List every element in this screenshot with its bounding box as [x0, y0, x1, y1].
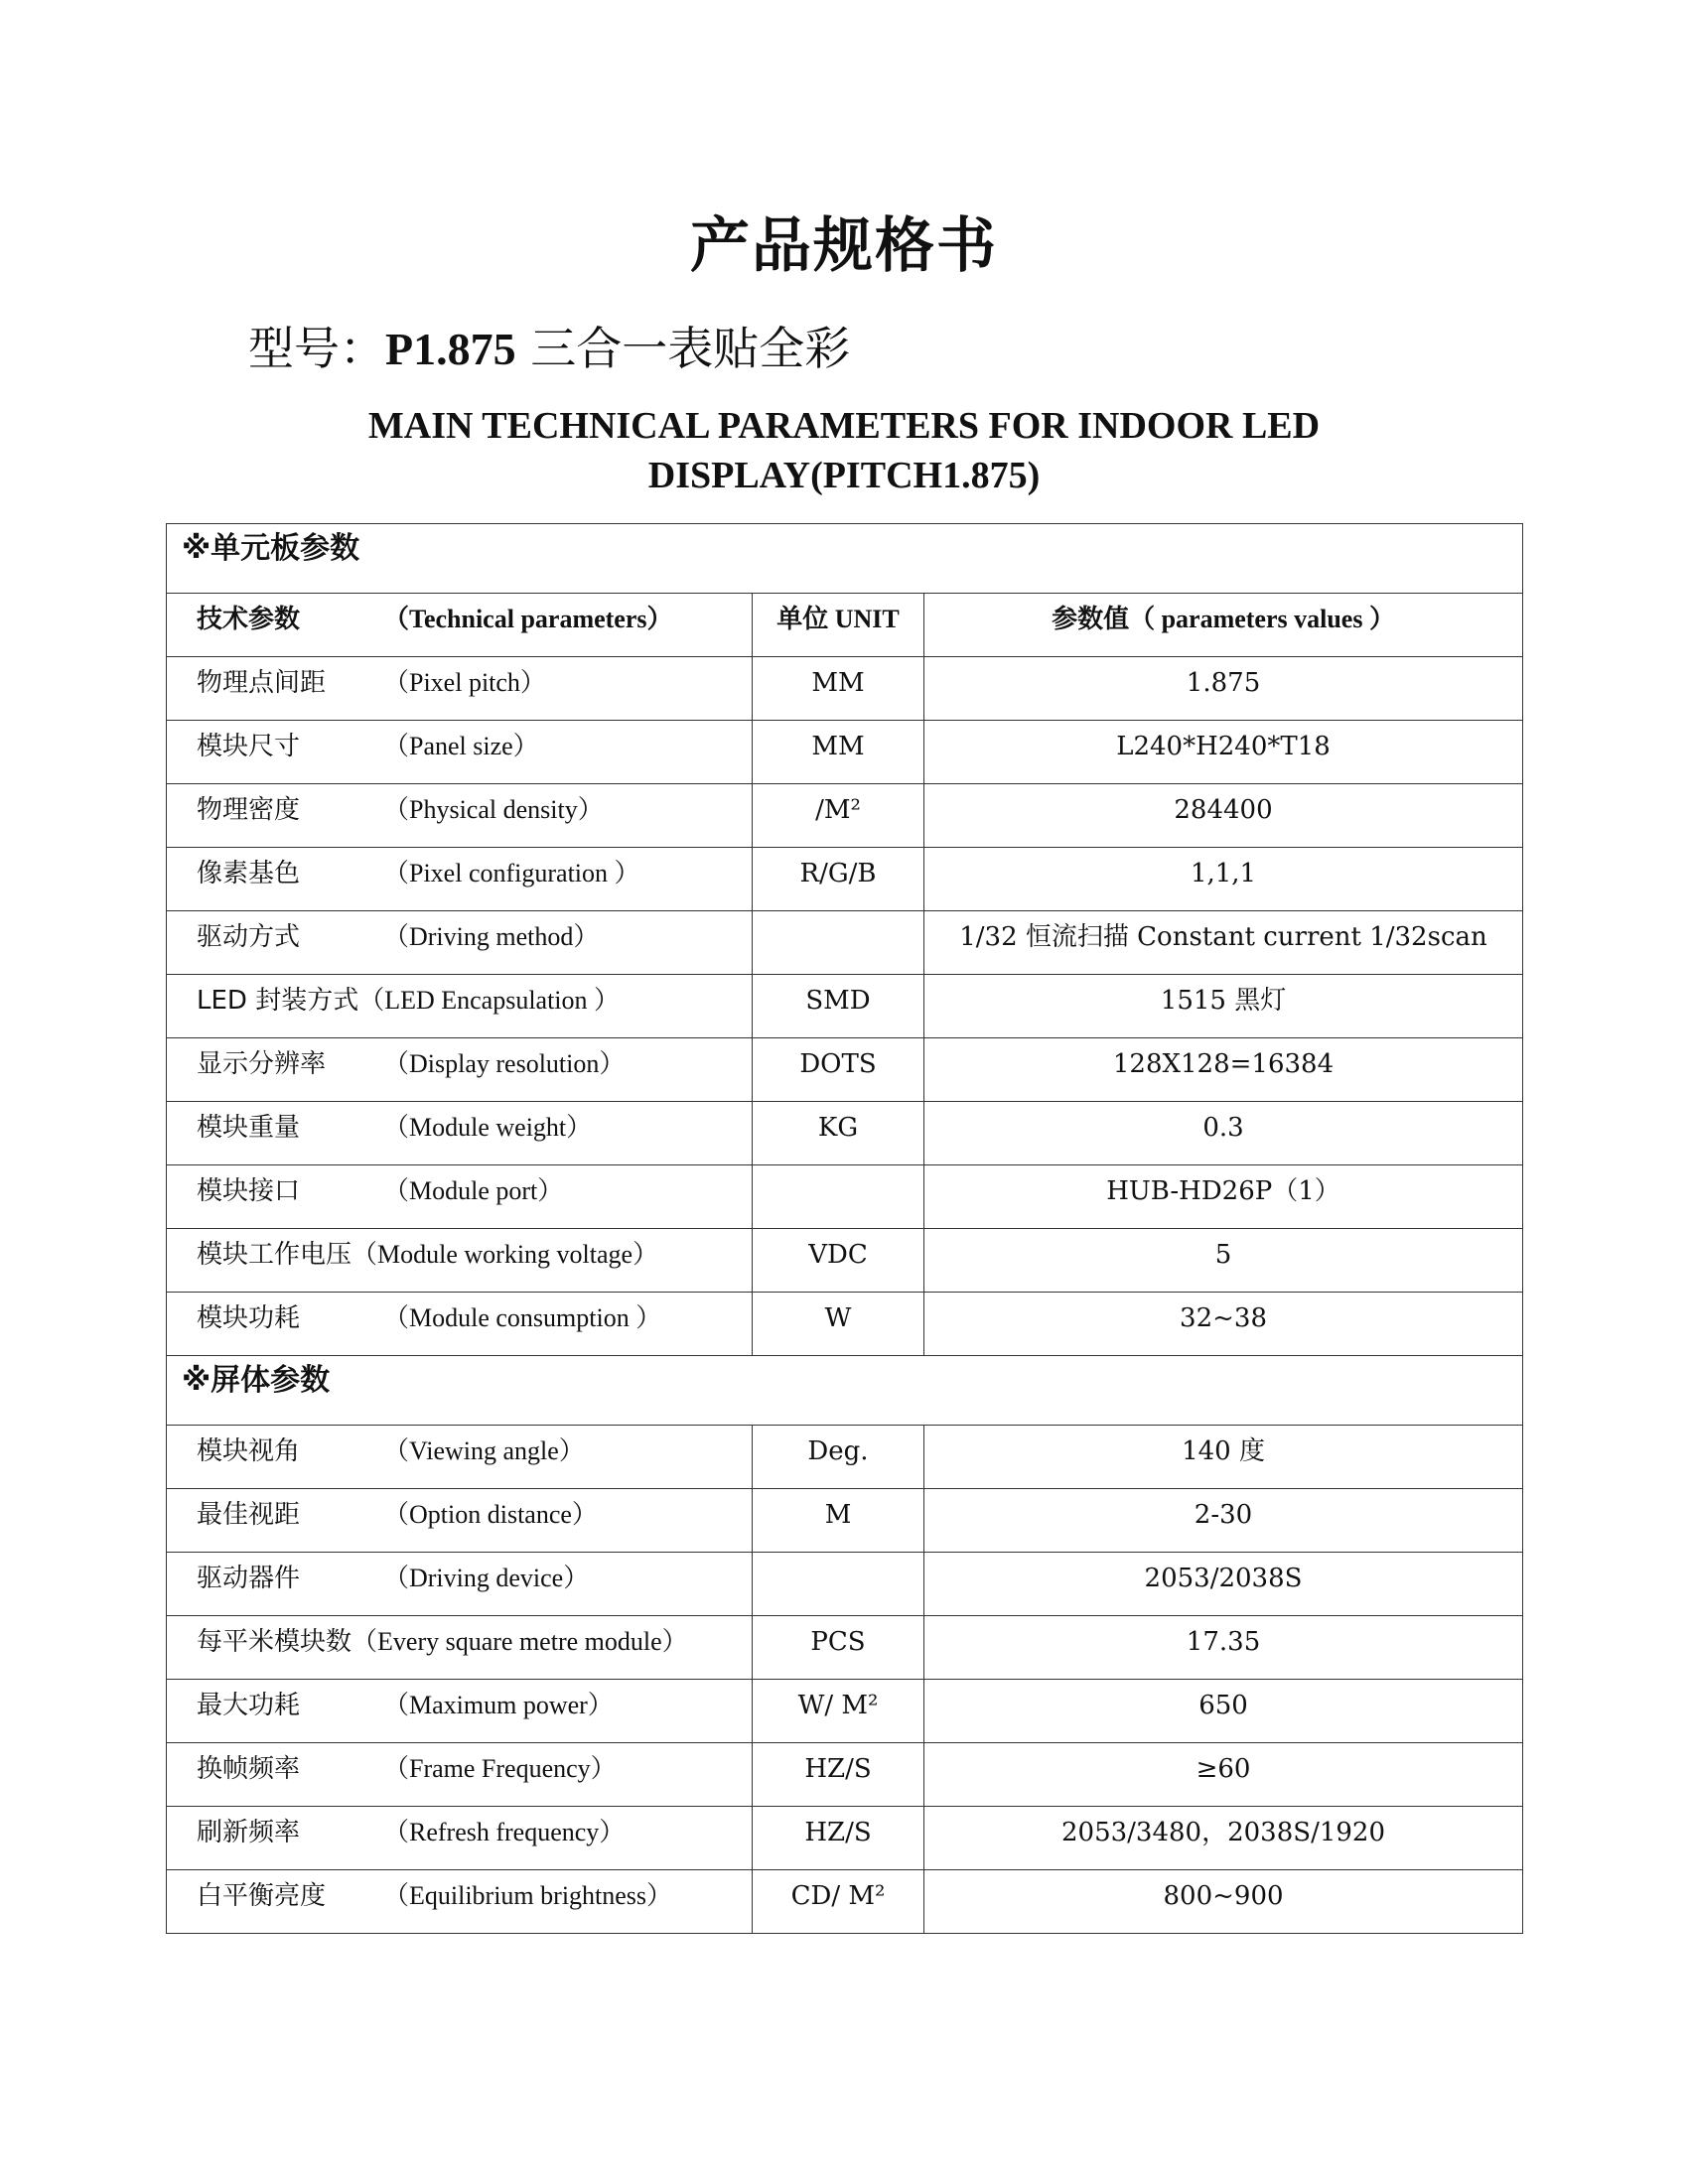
table-row	[167, 1038, 1523, 1102]
param-name-cn: 模块重量	[197, 1113, 301, 1143]
value-cell: 1/32 恒流扫描 Constant current 1/32scan	[924, 911, 1523, 975]
param-cell	[167, 1680, 753, 1743]
param-name-en: （Option distance）	[383, 1500, 598, 1529]
table-row	[167, 721, 1523, 784]
spec-table	[166, 523, 1523, 1934]
param-cell	[167, 1870, 753, 1934]
param-cell	[167, 721, 753, 784]
table-row	[167, 848, 1523, 911]
param-name-en: （Viewing angle）	[383, 1436, 585, 1465]
param-cell	[167, 1807, 753, 1870]
header-parameter	[167, 594, 753, 657]
table-row	[167, 1870, 1523, 1934]
param-cell	[167, 1426, 753, 1489]
param-cell	[167, 1616, 753, 1680]
param-name-en: （Frame Frequency）	[383, 1754, 617, 1783]
param-name-en: （Refresh frequency）	[383, 1818, 626, 1846]
unit-cell: VDC	[753, 1229, 924, 1293]
value-cell: 1515 黑灯	[924, 975, 1523, 1038]
value-cell: 2053/2038S	[924, 1553, 1523, 1616]
document-title: 产品规格书	[690, 211, 998, 281]
param-name-cn: 最大功耗	[197, 1691, 301, 1720]
model-prefix: 型号：	[248, 322, 385, 375]
param-name-en: （Equilibrium brightness）	[383, 1881, 673, 1910]
value-cell: 140 度	[924, 1426, 1523, 1489]
unit-cell: /M²	[753, 784, 924, 848]
table-row	[167, 1680, 1523, 1743]
value-cell: 17.35	[924, 1616, 1523, 1680]
table-row	[167, 1807, 1523, 1870]
table-header-row	[167, 594, 1523, 657]
param-name-cn: 模块尺寸	[197, 732, 301, 761]
param-cell	[167, 1229, 753, 1293]
header-value: 参数值（ parameters values ）	[924, 594, 1523, 657]
unit-cell	[753, 911, 924, 975]
param-name-cn: LED 封装方式	[197, 986, 359, 1016]
unit-cell: DOTS	[753, 1038, 924, 1102]
table-row	[167, 1743, 1523, 1807]
param-name-en: （LED Encapsulation ）	[358, 986, 621, 1015]
table-row	[167, 975, 1523, 1038]
param-name-cn: 白平衡亮度	[197, 1881, 327, 1911]
value-cell: L240*H240*T18	[924, 721, 1523, 784]
param-name-cn: 物理点间距	[197, 668, 327, 698]
unit-cell: HZ/S	[753, 1743, 924, 1807]
unit-cell: W/ M²	[753, 1680, 924, 1743]
value-cell: 128X128=16384	[924, 1038, 1523, 1102]
param-name-en: （Pixel pitch）	[383, 668, 546, 697]
english-heading-line-2: DISPLAY(PITCH1.875)	[647, 455, 1041, 496]
section-row-unit-board	[167, 524, 1523, 594]
param-name-en: （Module port）	[383, 1176, 564, 1205]
param-name-en: （Every square metre module）	[352, 1627, 688, 1656]
model-code: P1.875	[385, 324, 516, 374]
value-cell: HUB-HD26P（1）	[924, 1165, 1523, 1229]
param-cell	[167, 1102, 753, 1165]
section-row-screen	[167, 1356, 1523, 1426]
param-name-en: （Driving method）	[383, 922, 600, 951]
value-cell: ≥60	[924, 1743, 1523, 1807]
unit-cell: W	[753, 1293, 924, 1356]
table-row	[167, 1426, 1523, 1489]
value-cell: 800~900	[924, 1870, 1523, 1934]
table-row	[167, 1616, 1523, 1680]
unit-cell: KG	[753, 1102, 924, 1165]
param-name-cn: 驱动方式	[197, 922, 301, 952]
param-cell	[167, 975, 753, 1038]
unit-cell: M	[753, 1489, 924, 1553]
unit-cell: CD/ M²	[753, 1870, 924, 1934]
unit-cell	[753, 1165, 924, 1229]
unit-cell: HZ/S	[753, 1807, 924, 1870]
english-heading-line-1: MAIN TECHNICAL PARAMETERS FOR INDOOR LED	[367, 405, 1321, 447]
header-parameter-cn: 技术参数	[197, 605, 301, 634]
param-name-en: （Module consumption ）	[383, 1303, 662, 1332]
section-title-screen: ※屏体参数	[167, 1356, 1523, 1426]
value-cell: 5	[924, 1229, 1523, 1293]
value-cell: 650	[924, 1680, 1523, 1743]
unit-cell: MM	[753, 721, 924, 784]
table-row	[167, 1293, 1523, 1356]
value-cell: 284400	[924, 784, 1523, 848]
unit-cell: Deg.	[753, 1426, 924, 1489]
unit-cell: R/G/B	[753, 848, 924, 911]
table-row	[167, 1165, 1523, 1229]
param-cell	[167, 1489, 753, 1553]
param-name-en: （Module working voltage）	[352, 1240, 659, 1269]
param-cell	[167, 848, 753, 911]
param-name-cn: 模块工作电压	[197, 1240, 352, 1270]
param-cell	[167, 1743, 753, 1807]
param-cell	[167, 1293, 753, 1356]
param-name-cn: 换帧频率	[197, 1754, 301, 1784]
param-cell	[167, 911, 753, 975]
table-row	[167, 911, 1523, 975]
param-name-cn: 模块功耗	[197, 1303, 301, 1333]
header-parameter-en: （Technical parameters）	[383, 605, 673, 633]
param-cell	[167, 784, 753, 848]
unit-cell	[753, 1553, 924, 1616]
param-name-en: （Module weight）	[383, 1113, 593, 1142]
param-name-cn: 最佳视距	[197, 1500, 301, 1530]
param-name-cn: 模块接口	[197, 1176, 301, 1206]
table-row	[167, 1489, 1523, 1553]
param-name-cn: 每平米模块数	[197, 1627, 352, 1657]
param-name-cn: 模块视角	[197, 1436, 301, 1466]
value-cell: 1.875	[924, 657, 1523, 721]
value-cell: 2053/3480，2038S/1920	[924, 1807, 1523, 1870]
table-row	[167, 1553, 1523, 1616]
model-line	[248, 313, 850, 378]
section-title-unit-board: ※单元板参数	[167, 524, 1523, 594]
param-name-en: （Pixel configuration ）	[383, 859, 640, 887]
param-name-en: （Display resolution）	[383, 1049, 626, 1078]
value-cell: 32~38	[924, 1293, 1523, 1356]
table-row	[167, 657, 1523, 721]
header-unit: 单位 UNIT	[753, 594, 924, 657]
param-name-en: （Panel size）	[383, 732, 539, 760]
param-cell	[167, 1038, 753, 1102]
param-cell	[167, 1553, 753, 1616]
param-cell	[167, 657, 753, 721]
value-cell: 1,1,1	[924, 848, 1523, 911]
param-name-cn: 驱动器件	[197, 1564, 301, 1593]
unit-cell: PCS	[753, 1616, 924, 1680]
unit-cell: SMD	[753, 975, 924, 1038]
param-name-en: （Maximum power）	[383, 1691, 614, 1719]
value-cell: 2-30	[924, 1489, 1523, 1553]
table-row	[167, 1102, 1523, 1165]
param-name-cn: 刷新频率	[197, 1818, 301, 1847]
table-row	[167, 784, 1523, 848]
param-cell	[167, 1165, 753, 1229]
value-cell: 0.3	[924, 1102, 1523, 1165]
param-name-en: （Driving device）	[383, 1564, 590, 1592]
param-name-cn: 显示分辨率	[197, 1049, 327, 1079]
param-name-cn: 物理密度	[197, 795, 301, 825]
model-description: 三合一表贴全彩	[515, 322, 851, 375]
param-name-cn: 像素基色	[197, 859, 301, 888]
unit-cell: MM	[753, 657, 924, 721]
param-name-en: （Physical density）	[383, 795, 604, 824]
table-row	[167, 1229, 1523, 1293]
